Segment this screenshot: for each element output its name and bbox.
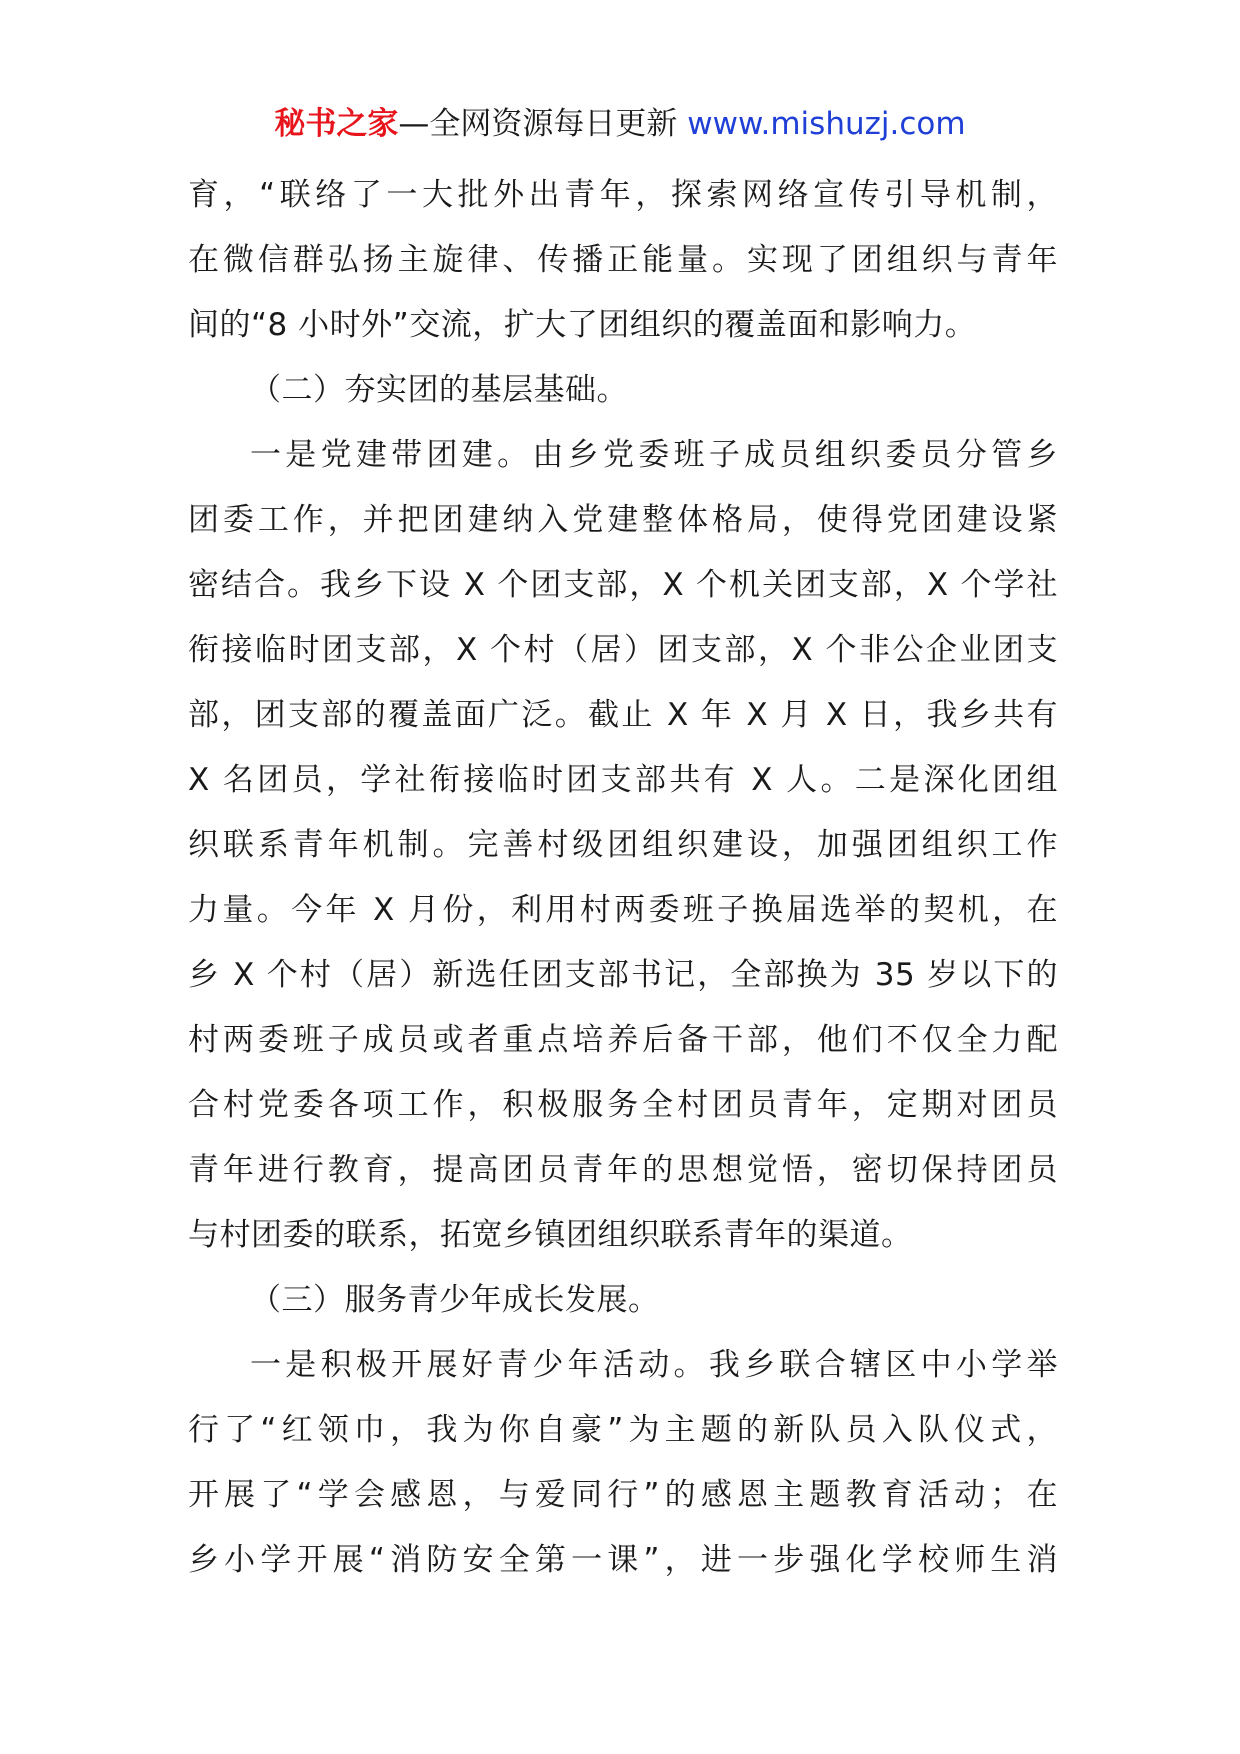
text-line: 一是积极开展好青少年活动。我乡联合辖区中小学举 [250, 1347, 1058, 1383]
text-line: 乡小学开展“消防安全第一课”，进一步强化学校师生消 [188, 1542, 1058, 1578]
text-line: 在微信群弘扬主旋律、传播正能量。实现了团组织与青年 [188, 242, 1058, 278]
text-line: 力量。今年 X 月份，利用村两委班子换届选举的契机，在 [188, 892, 1058, 928]
text-line: 一是党建带团建。由乡党委班子成员组织委员分管乡 [250, 437, 1058, 473]
text-line: 青年进行教育，提高团员青年的思想觉悟，密切保持团员 [188, 1152, 1058, 1188]
page-header [0, 102, 1240, 146]
section-heading: （三）服务青少年成长发展。 [250, 1282, 660, 1318]
header-brand: 秘书之家 [274, 106, 399, 142]
header-tagline: —全网资源每日更新 [398, 106, 688, 142]
text-line: 行了“红领巾，我为你自豪”为主题的新队员入队仪式， [188, 1412, 1058, 1448]
header-url-link[interactable]: www.mishuzj.com [687, 106, 966, 142]
text-line: 密结合。我乡下设 X 个团支部，X 个机关团支部，X 个学社 [188, 567, 1058, 603]
text-line: 合村党委各项工作，积极服务全村团员青年，定期对团员 [188, 1087, 1058, 1123]
text-line: 乡 X 个村（居）新选任团支部书记，全部换为 35 岁以下的 [188, 957, 1058, 993]
text-line: 与村团委的联系，拓宽乡镇团组织联系青年的渠道。 [188, 1217, 913, 1253]
text-line: 间的“8 小时外”交流，扩大了团组织的覆盖面和影响力。 [188, 307, 977, 343]
text-line: 开展了“学会感恩，与爱同行”的感恩主题教育活动；在 [188, 1477, 1058, 1513]
document-body [188, 163, 1058, 1593]
section-heading: （二）夯实团的基层基础。 [250, 372, 628, 408]
text-line: 部，团支部的覆盖面广泛。截止 X 年 X 月 X 日，我乡共有 [188, 697, 1058, 733]
text-line: 织联系青年机制。完善村级团组织建设，加强团组织工作 [188, 827, 1058, 863]
text-line: 育，“联络了一大批外出青年，探索网络宣传引导机制， [188, 177, 1058, 213]
text-line: 团委工作，并把团建纳入党建整体格局，使得党团建设紧 [188, 502, 1058, 538]
text-line: 村两委班子成员或者重点培养后备干部，他们不仅全力配 [188, 1022, 1058, 1058]
text-line: 衔接临时团支部，X 个村（居）团支部，X 个非公企业团支 [188, 632, 1058, 668]
text-line: X 名团员，学社衔接临时团支部共有 X 人。二是深化团组 [188, 762, 1058, 798]
